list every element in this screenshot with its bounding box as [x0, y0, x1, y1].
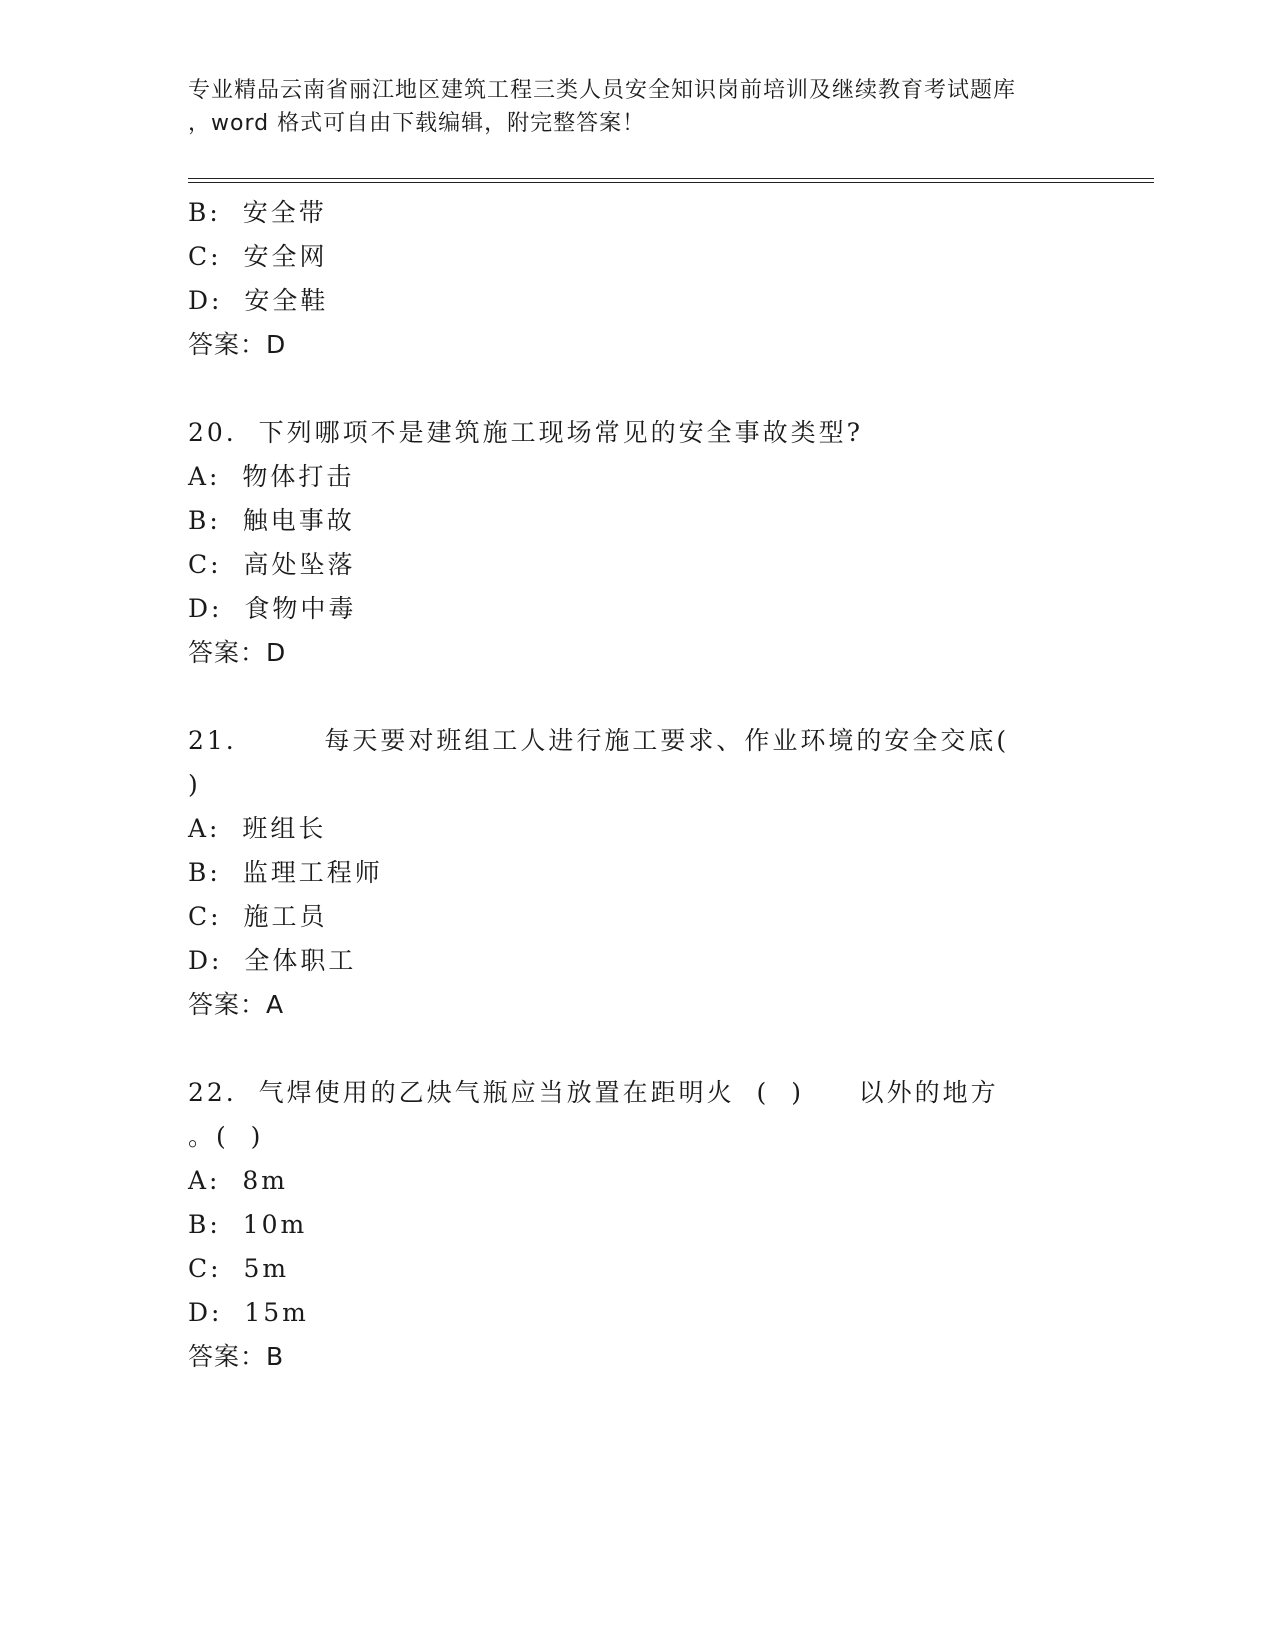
q19-option-c: C: 安全网: [188, 242, 328, 271]
q22-answer: 答案：B: [188, 1342, 285, 1371]
q22-option-a: A: 8m: [188, 1166, 288, 1195]
q20-option-d: D: 食物中毒: [188, 594, 357, 623]
q21-option-d: D: 全体职工: [188, 946, 357, 975]
document-header: [188, 74, 1088, 140]
header-title-line-2: ，word 格式可自由下载编辑，附完整答案！: [188, 111, 646, 136]
q22-option-c: C: 5m: [188, 1254, 290, 1283]
header-divider-bottom: [188, 182, 1154, 183]
q21-option-a: A: 班组长: [188, 814, 327, 843]
q22-option-b: B: 10m: [188, 1210, 308, 1239]
q20-option-b: B: 触电事故: [188, 506, 355, 535]
q21-answer: 答案：A: [188, 990, 285, 1019]
q22-question-line-2: 。( ): [188, 1122, 264, 1151]
q20-option-c: C: 高处坠落: [188, 550, 356, 579]
q20-question: 20. 下列哪项不是建筑施工现场常见的安全事故类型?: [188, 418, 864, 447]
q21-question-line-2: ): [188, 770, 201, 799]
q20-answer: 答案：D: [188, 638, 287, 667]
q21-question-line-1: 21. 每天要对班组工人进行施工要求、作业环境的安全交底(: [188, 726, 1010, 755]
q19-answer: 答案：D: [188, 330, 287, 359]
q19-option-d: D: 安全鞋: [188, 286, 329, 315]
q22-question-line-1: 22. 气焊使用的乙炔气瓶应当放置在距明火 ( ) 以外的地方: [188, 1078, 999, 1107]
header-divider-top: [188, 178, 1154, 179]
header-title-line-1: 专业精品云南省丽江地区建筑工程三类人员安全知识岗前培训及继续教育考试题库: [188, 78, 1017, 103]
q21-option-c: C: 施工员: [188, 902, 328, 931]
q20-option-a: A: 物体打击: [188, 462, 355, 491]
q21-option-b: B: 监理工程师: [188, 858, 383, 887]
q19-option-b: B: 安全带: [188, 198, 327, 227]
q22-option-d: D: 15m: [188, 1298, 309, 1327]
